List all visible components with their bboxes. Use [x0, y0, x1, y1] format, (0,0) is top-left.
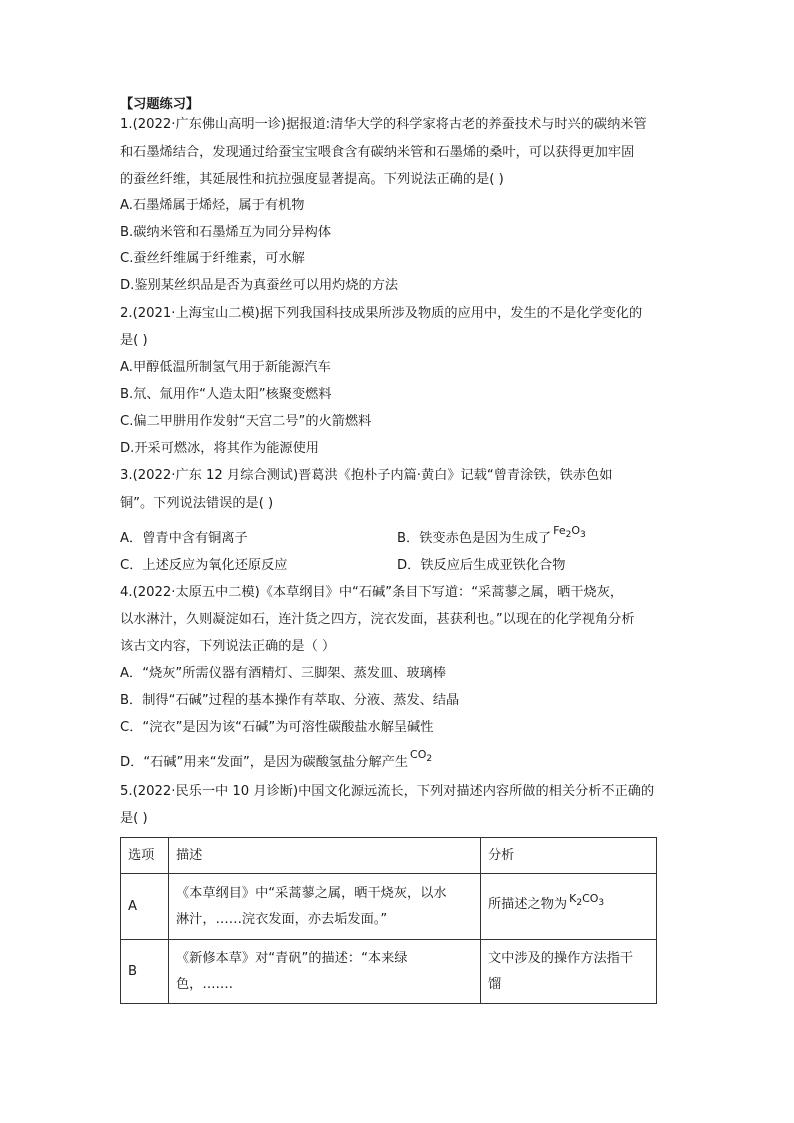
- q1-option-d: D.鉴别某丝织品是否为真蚕丝可以用灼烧的方法: [120, 278, 399, 293]
- q2-option-c: C.偏二甲肼用作发射“天宫二号”的火箭燃料: [120, 414, 372, 429]
- q1-stem-line3: 的蚕丝纤维，其延展性和抗拉强度显著提高。下列说法正确的是( ): [120, 172, 504, 187]
- q3-stem-line2: 铜”。下列说法错误的是( ): [120, 496, 274, 511]
- row-b-description: [169, 940, 481, 1004]
- q4-stem-line1: 4.(2022·太原五中二模)《本草纲目》中“石碱”条目下写道：“采蒿蓼之属，晒干烧灰，: [120, 585, 624, 600]
- row-b-option: B: [121, 940, 169, 1004]
- q4-option-d: [120, 748, 433, 776]
- q1-stem-line1: 1.(2022·广东佛山高明一诊)据报道:清华大学的科学家将古老的养蚕技术与时兴的碳纳米管: [120, 117, 647, 132]
- q3-option-d: D．铁反应后生成亚铁化合物: [397, 558, 566, 573]
- row-a-analysis-formula: K2CO3: [569, 891, 605, 908]
- q4-stem-line2: 以水淋汁，久则凝淀如石，连汁货之四方，浣衣发面，甚获利也。”以现在的化学视角分析: [120, 612, 635, 627]
- table-row: [121, 874, 657, 940]
- row-b-desc-line2: 色，…….: [176, 976, 233, 992]
- q3-stem-line1: 3.(2022·广东 12 月综合测试)晋葛洪《抱朴子内篇·黄白》记载“曾青涂铁，铁赤色如: [120, 468, 613, 483]
- q4-option-a: A．“烧灰”所需仪器有酒精灯、三脚架、蒸发皿、玻璃棒: [120, 666, 446, 681]
- q4-option-c: C．“浣衣”是因为该“石碱”为可溶性碳酸盐水解呈碱性: [120, 720, 434, 735]
- q3-option-b-formula: Fe2O3: [553, 524, 586, 540]
- table-header-option: 选项: [121, 838, 169, 874]
- q3-option-b-text: B．铁变赤色是因为生成了: [397, 531, 552, 546]
- table-header-description: 描述: [169, 838, 481, 874]
- row-a-analysis-text: 所描述之物为: [488, 896, 568, 912]
- q2-stem-line2: 是( ): [120, 333, 148, 348]
- row-b-analysis-line2: 馏: [488, 976, 502, 992]
- q5-stem-line2: 是( ): [120, 811, 148, 826]
- q3-option-c: C．上述反应为氧化还原反应: [120, 558, 288, 573]
- q4-option-d-text: D．“石碱”用来“发面”，是因为碳酸氢盐分解产生: [120, 755, 409, 770]
- row-a-desc-line1: 《本草纲目》中“采蒿蓼之属，晒干烧灰，以水: [176, 885, 447, 901]
- section-title: 【习题练习】: [120, 97, 200, 112]
- q4-option-d-formula: CO2: [410, 748, 433, 764]
- q1-stem-line2: 和石墨烯结合，发现通过给蚕宝宝喂食含有碳纳米管和石墨烯的桑叶，可以获得更加牢固: [120, 145, 635, 160]
- row-a-description: [169, 874, 481, 940]
- row-b-analysis-line1: 文中涉及的操作方法指干: [488, 950, 634, 966]
- q5-table: [120, 837, 657, 1004]
- row-a-option: A: [121, 874, 169, 940]
- q1-option-b: B.碳纳米管和石墨烯互为同分异构体: [120, 225, 332, 240]
- q4-option-b: B．制得“石碱”过程的基本操作有萃取、分液、蒸发、结晶: [120, 693, 460, 708]
- q2-option-b: B.氘、氚用作“人造太阳”核聚变燃料: [120, 387, 332, 402]
- table-header-row: [121, 838, 657, 874]
- row-b-desc-line1: 《新修本草》对“青矾”的描述：“本来绿: [176, 950, 408, 966]
- q1-option-a: A.石墨烯属于烯烃，属于有机物: [120, 198, 305, 213]
- table-header-analysis: 分析: [481, 838, 657, 874]
- row-a-desc-line2: 淋汁，……浣衣发面，亦去垢发面。”: [176, 911, 388, 927]
- q5-stem-line1: 5.(2022·民乐一中 10 月诊断)中国文化源远流长，下列对描述内容所做的相关分析不正确的: [120, 784, 655, 799]
- q3-option-a: A．曾青中含有铜离子: [120, 531, 248, 546]
- table-row: [121, 940, 657, 1004]
- q2-option-a: A.甲醇低温所制氢气用于新能源汽车: [120, 360, 331, 375]
- q2-stem-line1: 2.(2021·上海宝山二模)据下列我国科技成果所涉及物质的应用中，发生的不是化学变化的: [120, 306, 643, 321]
- row-b-analysis: [481, 940, 657, 1004]
- q3-option-b: [397, 524, 586, 552]
- row-a-analysis: [481, 874, 657, 940]
- q2-option-d: D.开采可燃冰，将其作为能源使用: [120, 441, 319, 456]
- q4-stem-line3: 该古文内容，下列说法正确的是（ ）: [120, 639, 336, 654]
- q1-option-c: C.蚕丝纤维属于纤维素，可水解: [120, 251, 305, 266]
